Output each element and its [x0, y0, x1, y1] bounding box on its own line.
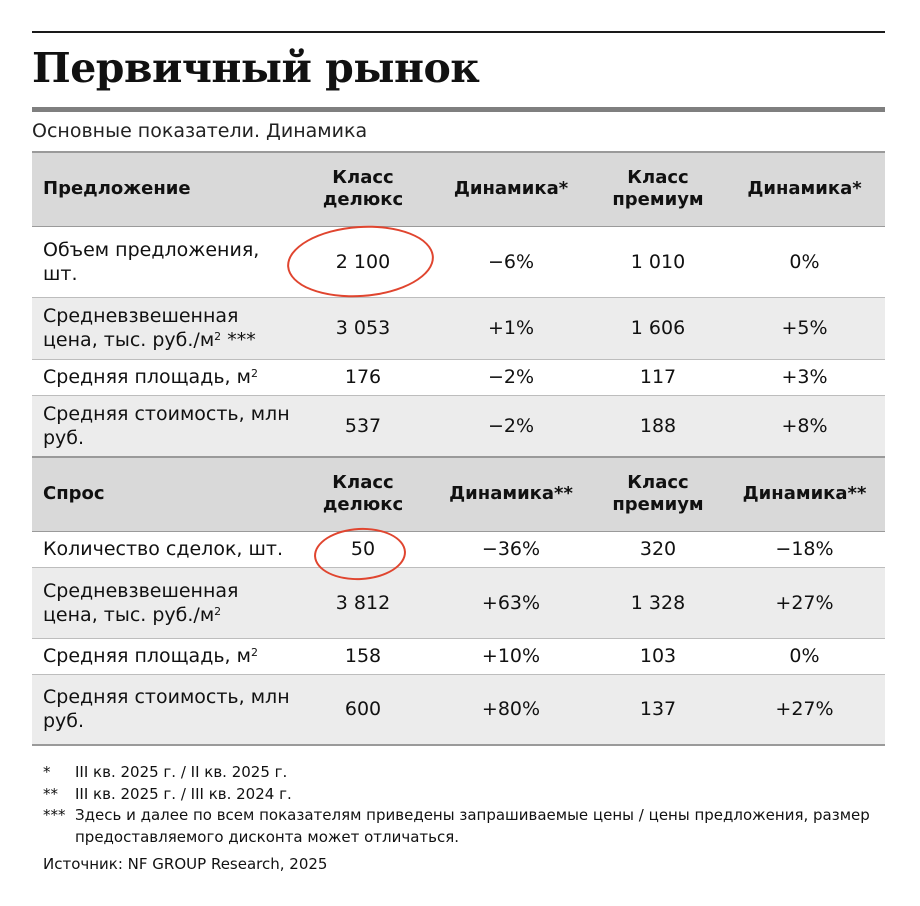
header-cell: Класс делюкс [296, 152, 430, 226]
page-title: Первичный рынок [32, 44, 480, 92]
header-cell: Класс премиум [592, 152, 724, 226]
row-label: Количество сделок, шт. [43, 538, 283, 560]
value-cell: 176 [344, 366, 382, 388]
footnote-text: III кв. 2025 г. / III кв. 2024 г. [75, 784, 292, 803]
value-cell: +1% [430, 297, 592, 359]
row-label: Средняя стоимость, млн руб. [32, 395, 296, 457]
value-cell: 320 [639, 538, 677, 560]
footnote [43, 784, 883, 806]
value-cell: −36% [481, 538, 541, 560]
value-cell: +5% [724, 297, 885, 359]
header-cell: Класс делюкс [296, 457, 430, 531]
supply-header-row [32, 152, 885, 226]
value-cell: 537 [296, 395, 430, 457]
footnote-mark: *** [43, 806, 66, 824]
demand-header-row [32, 457, 885, 531]
value-cell: 103 [639, 645, 677, 667]
value-cell: −6% [487, 250, 535, 273]
value-cell: +27% [724, 674, 885, 745]
value-cell: +8% [724, 395, 885, 457]
value-cell: 117 [639, 366, 677, 388]
value-cell: 2 100 [335, 250, 391, 273]
value-cell: 137 [592, 674, 724, 745]
value-cell: +63% [430, 567, 592, 638]
value-cell: 0% [789, 250, 820, 273]
value-cell: 188 [592, 395, 724, 457]
header-cell: Динамика** [724, 457, 885, 531]
value-cell: 0% [789, 645, 820, 667]
value-cell: +3% [781, 366, 828, 388]
footnote-mark: * [43, 763, 51, 781]
value-cell: 3 812 [296, 567, 430, 638]
row-label: Объем предложения, шт. [43, 238, 260, 285]
footnote-text: Здесь и далее по всем показателям приведены запрашиваемые цены / цены предложения, размер предоставляемого дисконта может отличаться. [75, 806, 870, 846]
row-label: Средняя стоимость, млн руб. [32, 674, 296, 745]
top-rule [32, 31, 885, 33]
footnote-mark: ** [43, 784, 58, 803]
value-cell: −18% [775, 538, 834, 560]
table-row [32, 359, 885, 395]
row-label: Средневзвешенная цена, тыс. $руб./м^2$ [32, 567, 296, 638]
row-label: Средняя площадь, $м^2$ [43, 366, 258, 388]
header-cell: Спрос [32, 457, 296, 531]
value-cell: 1 606 [592, 297, 724, 359]
value-cell: −2% [487, 366, 535, 388]
value-cell: 50 [350, 538, 376, 560]
table-row [32, 567, 885, 638]
table-row [32, 638, 885, 674]
value-cell: 1 328 [592, 567, 724, 638]
footnotes [43, 762, 883, 876]
value-cell: 158 [344, 645, 382, 667]
header-cell: Динамика* [724, 152, 885, 226]
header-cell: Класс премиум [592, 457, 724, 531]
value-cell: 600 [296, 674, 430, 745]
header-cell: Динамика** [430, 457, 592, 531]
value-cell: +80% [430, 674, 592, 745]
footnote [43, 805, 883, 848]
value-cell: +10% [481, 645, 541, 667]
indicators-table [32, 151, 885, 746]
table-row [32, 395, 885, 457]
footnote-text: III кв. 2025 г. / II кв. 2025 г. [75, 763, 288, 781]
row-label: Средневзвешенная цена, тыс. $руб./м^2$ *** [32, 297, 296, 359]
value-cell: 3 053 [296, 297, 430, 359]
source-note: Источник: NF GROUP Research, 2025 [43, 855, 328, 873]
table-row [32, 531, 885, 567]
header-cell: Предложение [32, 152, 296, 226]
header-cell: Динамика* [430, 152, 592, 226]
title-rule [32, 107, 885, 112]
table-row [32, 297, 885, 359]
value-cell: −2% [430, 395, 592, 457]
table-row [32, 226, 885, 297]
footnote [43, 762, 883, 784]
row-label: Средняя площадь, $м^2$ [43, 645, 258, 667]
table-row [32, 674, 885, 745]
value-cell: +27% [724, 567, 885, 638]
value-cell: 1 010 [630, 250, 686, 273]
table-subtitle: Основные показатели. Динамика [32, 120, 368, 142]
